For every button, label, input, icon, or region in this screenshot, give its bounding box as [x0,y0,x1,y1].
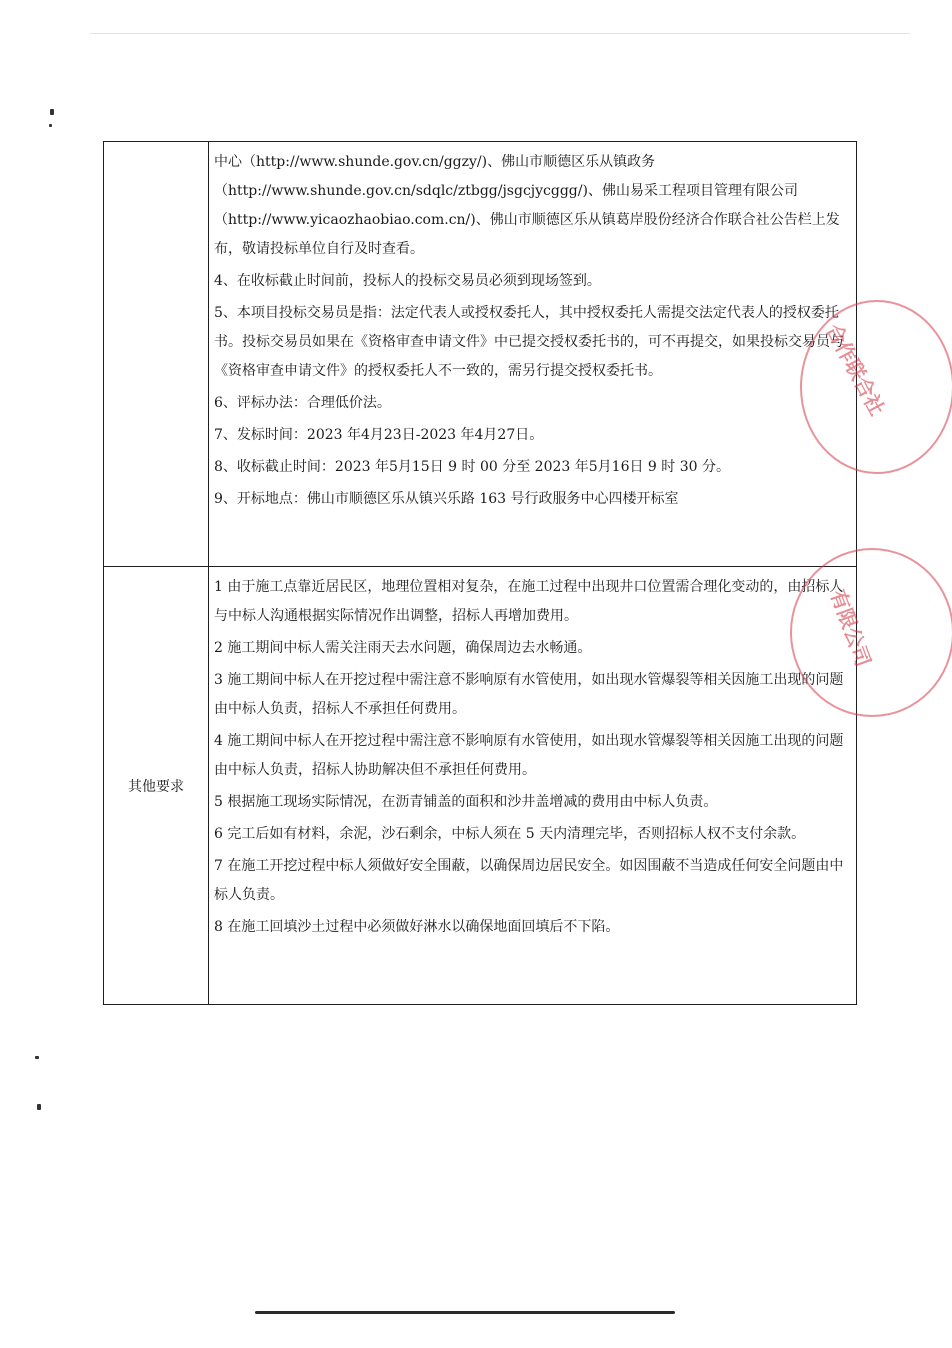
other-requirements-cell [209,567,857,1005]
seal-text: 合作联合社 [821,319,890,420]
scan-speck [37,1104,41,1110]
requirement-item: 4 施工期间中标人在开挖过程中需注意不影响原有水管使用，如出现水管爆裂等相关因施工出现的问题由中标人负责，招标人协助解决但不承担任何费用。 [214,733,844,778]
item-4-sign-in: 4、在收标截止时间前，投标人的投标交易员必须到现场签到。 [214,273,601,289]
table-row [104,567,857,1005]
scan-speck [50,109,54,115]
item-8-deadline: 8、收标截止时间：2023 年5月15日 9 时 00 分至 2023 年5月16日 9 时 30 分。 [214,459,731,475]
tender-info-table [103,141,857,1005]
notice-line-3: （http://www.yicaozhaobiao.com.cn/)、佛山市顺德区乐从镇葛岸股份经济合作联合社公告栏上发布，敬请投标单位自行及时查看。 [214,212,840,257]
requirement-item: 5 根据施工现场实际情况，在沥青铺盖的面积和沙井盖增减的费用由中标人负责。 [214,794,718,810]
empty-label-cell [104,142,209,567]
requirement-item: 2 施工期间中标人需关注雨天去水问题，确保周边去水畅通。 [214,640,592,656]
requirement-item: 6 完工后如有材料，余泥，沙石剩余，中标人须在 5 天内清理完毕，否则招标人权不支付余款。 [214,826,806,842]
scan-speck [35,1056,39,1059]
requirement-item: 3 施工期间中标人在开挖过程中需注意不影响原有水管使用，如出现水管爆裂等相关因施工出现的问题由中标人负责，招标人不承担任何费用。 [214,672,844,717]
table-row [104,142,857,567]
scan-edge-line [90,33,910,34]
item-7-issue-time: 7、发标时间：2023 年4月23日-2023 年4月27日。 [214,427,544,443]
seal-text: 有限公司 [825,586,876,670]
requirement-item: 8 在施工回填沙土过程中必须做好淋水以确保地面回填后不下陷。 [214,919,620,935]
scan-speck [49,124,52,127]
scan-edge-line [255,1311,675,1314]
item-6-evaluation: 6、评标办法：合理低价法。 [214,395,391,411]
item-9-opening-place: 9、开标地点：佛山市顺德区乐从镇兴乐路 163 号行政服务中心四楼开标室 [214,491,679,507]
other-requirements-label: 其他要求 [104,567,209,1005]
notice-line-1: 中心（http://www.shunde.gov.cn/ggzy/)、佛山市顺德区乐从镇政务 [214,154,656,170]
requirement-item: 1 由于施工点靠近居民区，地理位置相对复杂，在施工过程中出现井口位置需合理化变动的，由招标人与中标人沟通根据实际情况作出调整，招标人再增加费用。 [214,579,844,624]
notice-line-2: （http://www.shunde.gov.cn/sdqlc/ztbgg/jsgcjycggg/)、佛山易采工程项目管理有限公司 [214,183,798,199]
requirement-item: 7 在施工开挖过程中标人须做好安全围蔽，以确保周边居民安全。如因围蔽不当造成任何安全问题由中标人负责。 [214,858,844,903]
item-5-trader: 5、本项目投标交易员是指：法定代表人或授权委托人，其中授权委托人需提交法定代表人的授权委托书。投标交易员如果在《资格审查申请文件》中已提交授权委托书的，可不再提交，如果投标交易员与《资格审查申请文件》的授权委托人不一致的，需另行提交授权委托书。 [214,305,844,379]
continued-content-cell [209,142,857,567]
